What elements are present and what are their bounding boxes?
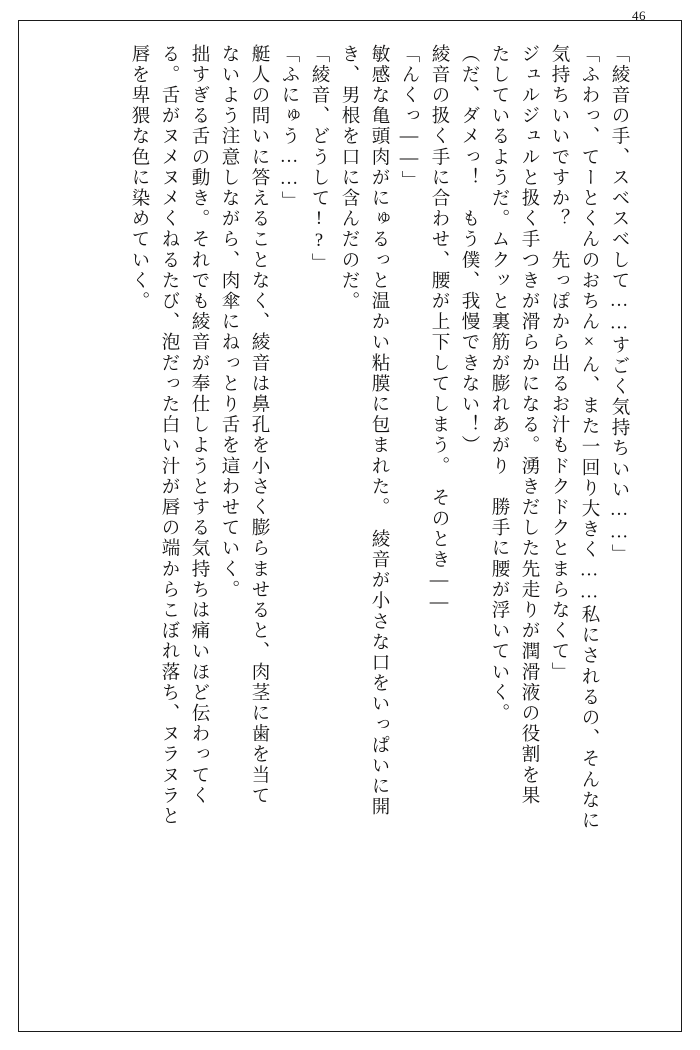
text-line: 艇人の問いに答えることなく、綾音は鼻孔を小さく膨らませると、肉茎に歯を当て: [249, 44, 269, 807]
text-line: 「ふわっ、てーとくんのおちん×ん、また一回り大きく……私にされるの、そんなに: [579, 44, 599, 832]
text-line: ないよう注意しながら、肉傘にねっとり舌を這わせていく。: [219, 44, 239, 601]
text-line: たしているようだ。ムクッと裏筋が膨れあがり 勝手に腰が浮いていく。: [489, 44, 509, 724]
text-line: （だ、ダメっ！ もう僕、我慢できない！）: [459, 44, 479, 456]
text-line: 「ふにゅう……」: [279, 44, 299, 212]
text-line: 敏感な亀頭肉がにゅるっと温かい粘膜に包まれた。 綾音が小さな口をいっぱいに開: [369, 44, 389, 818]
text-line: 「綾音、どうして!?」: [309, 44, 329, 274]
text-line: ジュルジュルと扱く手つきが滑らかになる。湧きだした先走りが潤滑液の役割を果: [519, 44, 539, 807]
text-line: 唇を卑猥な色に染めていく。: [129, 44, 149, 312]
text-line: 「んくっ——」: [399, 44, 419, 192]
text-line: 気持ちいいですか？ 先っぽから出るお汁もドクドクとまらなくて」: [549, 44, 569, 683]
text-line: 綾音の扱く手に合わせ、腰が上下してしまう。 そのとき——: [429, 44, 449, 615]
text-line: 「綾音の手、スベスベして……すごく気持ちいい……」: [609, 44, 629, 565]
text-line: 拙すぎる舌の動き。それでも綾音が奉仕しようとする気持ちは痛いほど伝わってく: [189, 44, 209, 807]
vertical-text-body: [48, 44, 628, 1004]
text-line: き、男根を口に含んだのだ。: [339, 44, 359, 312]
text-line: る。舌がヌメヌメくねるたび、泡だった白い汁が唇の端からこぼれ落ち、ヌラヌラと: [159, 44, 179, 827]
page-number: 46: [632, 8, 646, 23]
